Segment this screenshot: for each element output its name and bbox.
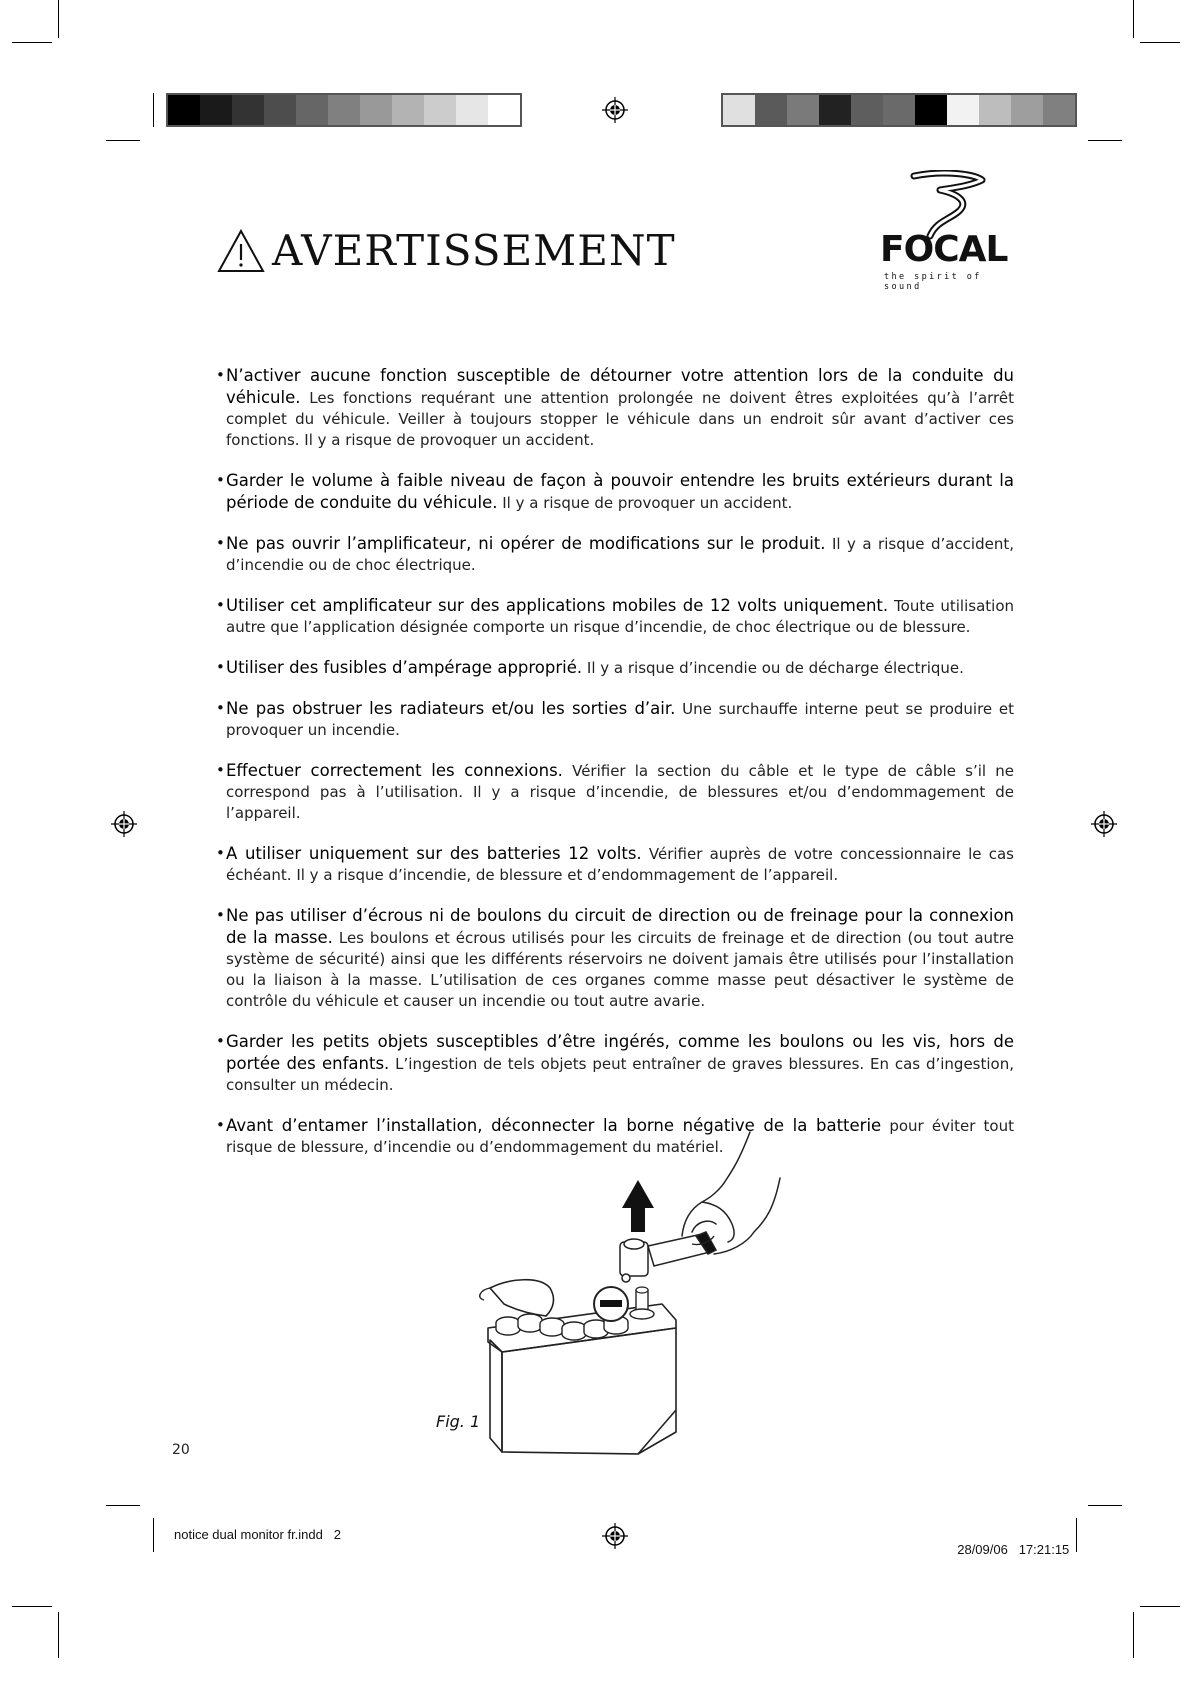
warning-body: Il y a risque de provoquer un accident. [497,494,793,512]
crop-mark [1076,1518,1077,1552]
crop-mark [106,140,140,141]
crop-mark [1088,140,1122,141]
crop-mark [1133,0,1134,38]
color-swatch [1043,95,1075,125]
crop-mark [12,1606,52,1607]
warning-item [216,470,1014,514]
title-text: AVERTISSEMENT [272,226,676,275]
color-swatch [232,95,264,125]
warning-heading: Ne pas ouvrir l’amplificateur, ni opérer de modifications sur le produit. [226,534,826,553]
crop-mark [12,42,52,43]
registration-mark-icon [111,811,137,837]
color-swatch [947,95,979,125]
color-swatch [328,95,360,125]
color-swatch [979,95,1011,125]
terminal-clamp [620,1232,716,1282]
warning-item [216,365,1014,451]
slug-datetime [950,1527,1069,1557]
warning-body: pour éviter tout risque de blessure, d’incendie ou d’endommagement du matériel. [226,1117,1014,1156]
color-swatch [851,95,883,125]
warning-triangle-icon [216,228,266,274]
slug-time: 17:21:15 [1018,1542,1070,1557]
battery-figure [470,1128,800,1458]
color-swatch [168,95,200,125]
color-swatch [360,95,392,125]
warning-heading: A utiliser uniquement sur des batteries 12 volts. [226,844,642,863]
registration-mark-icon [602,1523,628,1549]
warning-heading: Garder les petits objets susceptibles d’être ingérés, comme les boulons ou les vis, hors de portée des enfants. [226,1032,1014,1073]
color-swatch [723,95,755,125]
crop-mark [1140,1606,1180,1607]
logo-tagline: the spirit of sound [884,272,982,292]
crop-mark [106,1505,140,1506]
page-title [216,226,676,276]
color-swatch [755,95,787,125]
warning-heading: Utiliser des fusibles d’ampérage approprié. [226,658,583,677]
warning-body: Toute utilisation autre que l’application désignée comporte un risque d’incendie, de choc électrique ou de blessure. [226,597,1015,636]
warning-item [216,905,1014,1012]
crop-mark [153,93,154,127]
registration-mark-icon [1091,811,1117,837]
color-swatch [883,95,915,125]
crop-mark [153,1518,154,1552]
color-swatch [296,95,328,125]
warning-body: Vérifier la section du câble et le type de câble s’il ne correspond pas à l’utilisation. Il y a risque d’incendie, de blessures et/ou d’endommagement de l’appareil. [226,762,1014,822]
color-swatch [424,95,456,125]
crop-mark [1140,42,1180,43]
warning-body: Vérifier auprès de votre concessionnaire le cas échéant. Il y a risque d’incendie, de blessure et d’endommagement de l’appareil. [226,845,1014,884]
warning-body: Il y a risque d’incendie ou de décharge électrique. [582,659,964,677]
warning-body: Les boulons et écrous utilisés pour les circuits de freinage et de direction (ou tout autre système de sécurité) ainsi que les différents réservoirs ne doivent jamais être utilisés pour l’installation ou la liaison à la masse. L’utilisation de ces organes comme masse peut désactiver le système de contrôle du véhicule et causer un incendie ou tout autre avarie. [226,929,1014,1010]
crop-mark [1088,1505,1122,1506]
crop-mark [58,1612,59,1658]
focal-logo [874,170,1014,292]
color-calibration-bar-left [166,93,522,127]
warning-body: Il y a risque d’accident, d’incendie ou de choc électrique. [226,535,1014,574]
warning-body: Une surchauffe interne peut se produire et provoquer un incendie. [226,700,1015,739]
color-swatch [915,95,947,125]
figure-label: Fig. 1 [436,1412,481,1431]
warning-heading: Utiliser cet amplificateur sur des applications mobiles de 12 volts uniquement. [226,596,889,615]
warning-body: Les fonctions requérant une attention prolongée ne doivent êtres exploitées qu’à l’arrêt complet du véhicule. Veiller à toujours stopper le véhicule dans un endroit sûr avant d’activer ces fonctions. Il y a risque de provoquer un accident. [226,389,1014,449]
color-swatch [456,95,488,125]
color-swatch [200,95,232,125]
warning-heading: Effectuer correctement les connexions. [226,761,563,780]
slug-date: 28/09/06 [957,1542,1008,1557]
warning-item [216,760,1014,824]
color-swatch [264,95,296,125]
registration-mark-icon [602,97,628,123]
logo-brand: FOCAL [880,229,1008,270]
warning-heading: Ne pas obstruer les radiateurs et/ou les sorties d’air. [226,699,676,718]
warning-heading: Ne pas utiliser d’écrous ni de boulons du circuit de direction ou de freinage pour la connexion de la masse. [226,906,1014,947]
warning-item [216,843,1014,886]
positive-terminal-cover [490,1280,553,1316]
color-swatch [488,95,520,125]
warning-heading: Garder le volume à faible niveau de façon à pouvoir entendre les bruits extérieurs durant la période de conduite du véhicule. [226,471,1014,512]
page-number: 20 [172,1442,190,1458]
slug-filename: notice dual monitor fr.indd 2 [174,1527,341,1542]
color-swatch [1011,95,1043,125]
warning-heading: N’activer aucune fonction susceptible de détourner votre attention lors de la conduite du véhicule. [226,366,1014,407]
warning-item [216,657,1014,679]
warning-heading: Avant d’entamer l’installation, déconnecter la borne négative de la batterie [226,1116,882,1135]
warning-body: L’ingestion de tels objets peut entraîner de graves blessures. En cas d’ingestion, consulter un médecin. [226,1055,1014,1094]
warning-item [216,698,1014,741]
color-swatch [819,95,851,125]
arrow-up-icon [622,1180,654,1232]
color-swatch [392,95,424,125]
color-swatch [787,95,819,125]
warning-item [216,533,1014,576]
crop-mark [1133,1612,1134,1658]
crop-mark [58,0,59,38]
warning-item [216,1031,1014,1096]
color-calibration-bar-right [721,93,1077,127]
warning-list [216,365,1014,1158]
warning-item [216,595,1014,638]
